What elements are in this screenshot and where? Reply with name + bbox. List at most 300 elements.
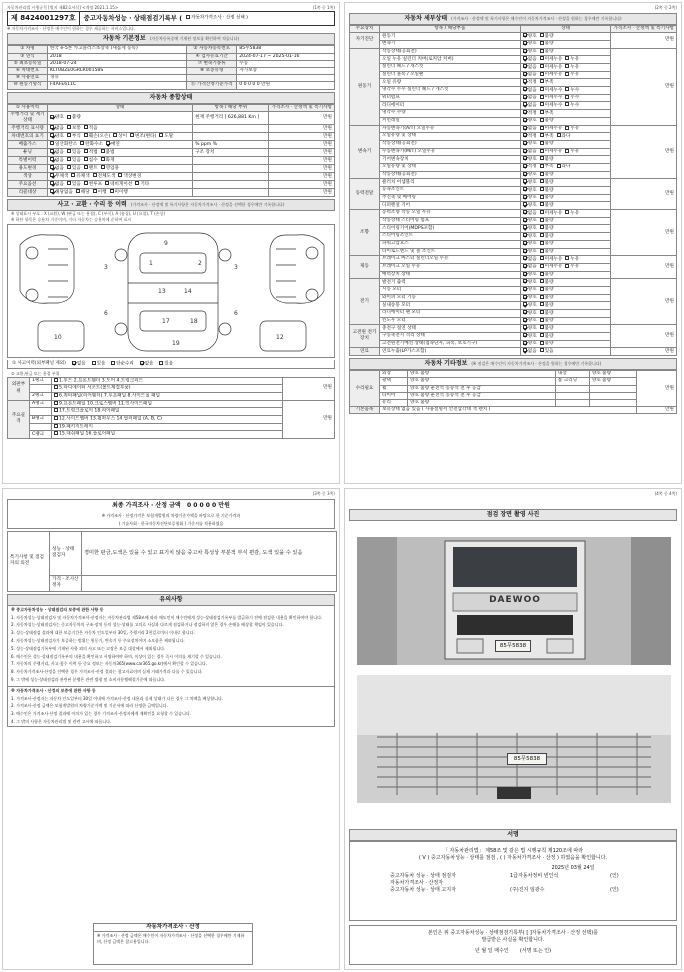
checkbox-icon[interactable] xyxy=(540,318,544,322)
caution-heading: 유의사항 xyxy=(8,595,334,606)
detail-group-label: 조향 xyxy=(350,210,380,256)
checkbox-icon[interactable] xyxy=(540,325,544,329)
detail-status-option xyxy=(523,349,537,354)
checkbox-icon[interactable] xyxy=(565,95,569,99)
detail-status xyxy=(520,263,611,271)
checkbox-icon[interactable] xyxy=(67,181,71,185)
detail-status-label: 불량 xyxy=(544,118,554,124)
detail-group-label: 자기진단 xyxy=(350,33,380,48)
title-option: 자동차가격조사 · 산정 선택 ) xyxy=(186,15,248,22)
exchange-items xyxy=(52,392,283,400)
status-option xyxy=(105,182,132,187)
checkbox-icon[interactable] xyxy=(540,264,544,268)
detail-row xyxy=(350,348,677,356)
detail-status-label: 불량 xyxy=(544,318,554,324)
doc-number: 제 8424001297호 xyxy=(8,12,80,25)
checkbox-icon[interactable] xyxy=(523,241,527,245)
legend-item xyxy=(72,361,86,368)
checkbox-icon[interactable] xyxy=(540,95,544,99)
detail-status-option xyxy=(540,326,554,331)
checkbox-icon[interactable] xyxy=(565,102,569,106)
checkbox-icon[interactable] xyxy=(84,165,88,169)
detail-group-label: 제동 xyxy=(350,256,380,279)
checkbox-icon[interactable] xyxy=(67,133,71,137)
checkbox-icon[interactable] xyxy=(67,149,71,153)
checkbox-icon[interactable] xyxy=(523,256,527,260)
status-option xyxy=(101,150,115,155)
checkbox-icon[interactable] xyxy=(50,141,54,145)
checkbox-icon[interactable] xyxy=(540,102,544,106)
status-option-label: 이행 xyxy=(97,189,107,195)
detail-status-label: 미세누유 xyxy=(544,149,563,155)
exchange-table xyxy=(7,377,335,440)
checkbox-icon[interactable] xyxy=(540,79,544,83)
detail-status-label: 양호 xyxy=(527,302,537,308)
checkbox-icon[interactable] xyxy=(67,125,71,129)
checkbox-icon[interactable] xyxy=(540,295,544,299)
status-row xyxy=(8,149,335,157)
checkbox-icon[interactable] xyxy=(523,102,527,106)
checkbox-icon[interactable] xyxy=(50,173,54,177)
status-option xyxy=(50,174,68,179)
detail-status-option xyxy=(565,103,579,108)
checkbox-icon[interactable] xyxy=(540,195,544,199)
checkbox-icon[interactable] xyxy=(565,87,569,91)
checkbox-icon[interactable] xyxy=(523,249,527,253)
checkbox-icon[interactable] xyxy=(540,49,544,53)
checkbox-icon[interactable] xyxy=(523,172,527,176)
detail-status-label: 누유 xyxy=(570,149,580,155)
detail-status-label: 불량 xyxy=(544,287,554,293)
detail-status-label: 양호 xyxy=(527,233,537,239)
exchange-items xyxy=(52,385,283,393)
checkbox-icon[interactable] xyxy=(72,361,76,365)
checkbox-icon[interactable] xyxy=(54,424,58,428)
detail-part: 연료누출(LP가스포함) xyxy=(380,348,521,356)
detail-part: 타이로드엔드 및 볼 조인트 xyxy=(380,248,521,256)
status-section xyxy=(7,92,335,198)
detail-part: 구동축전지 격리 상태 xyxy=(380,333,521,341)
checkbox-icon[interactable] xyxy=(523,133,527,137)
checkbox-icon[interactable] xyxy=(540,256,544,260)
detail-price: 만원 xyxy=(611,33,677,48)
checkbox-icon[interactable] xyxy=(523,64,527,68)
checkbox-icon[interactable] xyxy=(540,218,544,222)
checkbox-icon[interactable] xyxy=(523,279,527,283)
checkbox-icon[interactable] xyxy=(540,72,544,76)
detail-status-option xyxy=(523,264,537,269)
legend-label: 없음 xyxy=(76,361,86,367)
detail-status-label: 양호 xyxy=(527,218,537,224)
detail-status-option xyxy=(565,211,579,216)
detail-status-label: 양호 xyxy=(527,325,537,331)
checkbox-icon[interactable] xyxy=(540,172,544,176)
detail-part: 와이퍼 모터 기능 xyxy=(380,294,521,302)
checkbox-icon[interactable] xyxy=(523,287,527,291)
detail-status-label: 미세누유 xyxy=(544,72,563,78)
checkbox-icon[interactable] xyxy=(540,141,544,145)
status-option-label: 있음 xyxy=(71,181,81,187)
checkbox-icon[interactable] xyxy=(523,302,527,306)
checkbox-icon[interactable] xyxy=(540,341,544,345)
checkbox-icon[interactable] xyxy=(54,393,58,397)
detail-status-option xyxy=(523,303,537,308)
checkbox-icon[interactable] xyxy=(523,164,527,168)
checkbox-icon[interactable] xyxy=(565,64,569,68)
checkbox-icon[interactable] xyxy=(523,218,527,222)
checkbox-icon[interactable] xyxy=(523,341,527,345)
checkbox-icon[interactable] xyxy=(540,241,544,245)
checkbox-icon[interactable] xyxy=(135,181,139,185)
checkbox-icon[interactable] xyxy=(565,56,569,60)
page-4 xyxy=(344,488,682,970)
checkbox-icon[interactable] xyxy=(523,202,527,206)
checkbox-icon[interactable] xyxy=(565,264,569,268)
checkbox-icon[interactable] xyxy=(523,318,527,322)
checkbox-icon[interactable] xyxy=(540,64,544,68)
checkbox-icon[interactable] xyxy=(540,279,544,283)
basic-value: 85무5838 xyxy=(237,46,335,53)
svg-text:12: 12 xyxy=(276,334,284,342)
checkbox-icon[interactable] xyxy=(76,189,80,193)
checkbox-icon[interactable] xyxy=(523,72,527,76)
checkbox-icon[interactable] xyxy=(523,325,527,329)
detail-status-label: 불량 xyxy=(544,295,554,301)
checkbox-icon[interactable] xyxy=(540,33,544,37)
detail-part: 시동 모터 xyxy=(380,286,521,294)
rear-photo xyxy=(357,675,671,803)
checkbox-icon[interactable] xyxy=(523,126,527,130)
exchange-items xyxy=(52,431,283,439)
checkbox-icon[interactable] xyxy=(523,149,527,153)
checkbox-icon[interactable] xyxy=(540,156,544,160)
checkbox-icon[interactable] xyxy=(130,133,134,137)
detail-status-label: 양호 xyxy=(527,287,537,293)
checkbox-icon[interactable] xyxy=(84,125,88,129)
detail-part: 배력장치 상태 xyxy=(380,271,521,279)
detail-group-label: 고전원 전기장치 xyxy=(350,325,380,348)
checkbox-icon[interactable] xyxy=(101,165,105,169)
detail-status-option xyxy=(523,149,537,154)
status-option xyxy=(67,166,81,171)
status-table xyxy=(7,104,335,198)
detail-column-header: 주요장치 xyxy=(350,26,380,33)
detail-status-label: 불량 xyxy=(544,41,554,47)
basic-key: ③ 연식 xyxy=(8,53,48,60)
detail-status-option xyxy=(523,326,537,331)
repair-item-2: 내장 xyxy=(555,371,589,378)
checkbox-icon[interactable] xyxy=(540,133,544,137)
checkbox-icon[interactable] xyxy=(540,287,544,291)
checkbox-icon[interactable] xyxy=(540,126,544,130)
basic-info-heading: 자동차 기본정보 xyxy=(102,35,146,43)
doc-title: 중고자동차성능 · 상태점검기록부 ( xyxy=(83,14,183,23)
checkbox-icon[interactable] xyxy=(523,87,527,91)
signer-role: 중고자동차 성능 · 상태 고지자 xyxy=(390,886,456,893)
checkbox-icon[interactable] xyxy=(50,133,54,137)
signer-role: 자동차가격조사 · 산정자 xyxy=(390,880,444,886)
checkbox-icon[interactable] xyxy=(50,181,54,185)
status-option-label: 침수 xyxy=(88,157,98,163)
detail-status-label: 양호 xyxy=(527,249,537,255)
checkbox-icon[interactable] xyxy=(565,210,569,214)
checkbox-icon[interactable] xyxy=(101,149,105,153)
checkbox-icon[interactable] xyxy=(540,179,544,183)
repair-item-2: 룸 크리닝 xyxy=(555,378,589,385)
checkbox-icon[interactable] xyxy=(523,348,527,352)
detail-part: 실린더 블록 / 오일팬 xyxy=(380,71,521,79)
checkbox-icon[interactable] xyxy=(523,333,527,337)
repair-status-2 xyxy=(589,385,636,392)
checkbox-icon[interactable] xyxy=(523,95,527,99)
checkbox-icon[interactable] xyxy=(523,49,527,53)
detail-status xyxy=(520,102,611,110)
checkbox-icon[interactable] xyxy=(84,149,88,153)
checkbox-icon[interactable] xyxy=(557,133,561,137)
checkbox-icon[interactable] xyxy=(540,225,544,229)
checkbox-icon[interactable] xyxy=(540,210,544,214)
repair-status-2 xyxy=(589,392,636,399)
signer-row xyxy=(390,887,676,894)
checkbox-icon[interactable] xyxy=(540,56,544,60)
detail-status-option xyxy=(540,103,563,108)
basic-key: ⑦ 변속기종류 xyxy=(187,60,237,67)
basic-value: 0 0 0 0 0 만원 xyxy=(237,82,335,89)
checkbox-icon[interactable] xyxy=(140,361,144,365)
detail-status xyxy=(520,256,611,264)
checkbox-icon[interactable] xyxy=(50,189,54,193)
checkbox-icon[interactable] xyxy=(92,361,96,365)
status-price: 만원 xyxy=(269,141,335,149)
checkbox-icon[interactable] xyxy=(113,133,117,137)
checkbox-icon[interactable] xyxy=(159,133,163,137)
checkbox-icon[interactable] xyxy=(523,33,527,37)
status-options xyxy=(48,189,193,197)
checkbox-icon[interactable] xyxy=(54,378,58,382)
detail-status-label: 없음 xyxy=(527,87,537,93)
checkbox-icon[interactable] xyxy=(523,156,527,160)
confirm-sign[interactable]: (서명 또는 인) xyxy=(519,947,552,954)
checkbox-icon[interactable] xyxy=(540,41,544,45)
checkbox-icon[interactable] xyxy=(111,361,115,365)
sub-note: ※ 자동차가격조사 · 산정은 매수인이 원하는 경우 제공하는 서비스입니다. xyxy=(7,26,136,31)
special-sub-2: 가격 · 조사산정자 xyxy=(50,575,82,591)
detail-status xyxy=(520,33,611,41)
detail-part: 작동상태(공회전) xyxy=(380,140,521,148)
detail-status-label: 양호 xyxy=(527,241,537,247)
caution-item: 1. 가격조사·산정자는 자동차 인도일부터 30일 이내에 가격조사·산정 내용과 실제 상태가 다른 경우 그 차액을 배상합니다. xyxy=(11,695,224,701)
checkbox-icon[interactable] xyxy=(540,233,544,237)
checkbox-icon[interactable] xyxy=(93,189,97,193)
detail-row xyxy=(350,179,677,187)
detail-price: 만원 xyxy=(611,48,677,125)
detail-status-option xyxy=(540,264,563,269)
checkbox-icon[interactable] xyxy=(565,126,569,130)
checkbox-icon[interactable] xyxy=(50,157,54,161)
checkbox-icon[interactable] xyxy=(523,210,527,214)
caution-item: 9. 그 밖에 성능·상태점검과 관련된 분쟁은 관련 법령 및 소비자분쟁해결기준에 따릅니다. xyxy=(11,676,166,682)
checkbox-icon[interactable] xyxy=(540,310,544,314)
checkbox-icon[interactable] xyxy=(110,189,114,193)
checkbox-icon[interactable] xyxy=(54,431,58,435)
basic-key xyxy=(187,75,237,82)
checkbox-icon[interactable] xyxy=(84,157,88,161)
checkbox-icon[interactable] xyxy=(540,348,544,352)
detail-status-label: 양호 xyxy=(527,49,537,55)
checkbox-icon[interactable] xyxy=(101,157,105,161)
checkbox-icon[interactable] xyxy=(50,149,54,153)
checkbox-icon[interactable] xyxy=(540,149,544,153)
price-box-heading: 자동차가격조사 · 산정 xyxy=(94,924,252,932)
repair-price: 만원 xyxy=(637,371,677,407)
checkbox-icon[interactable] xyxy=(105,181,109,185)
status-price: 만원 xyxy=(269,157,335,165)
detail-part: 발전기 출력 xyxy=(380,279,521,287)
checkbox-icon[interactable] xyxy=(67,165,71,169)
checkbox-icon[interactable] xyxy=(523,272,527,276)
signer-mark[interactable]: (인) xyxy=(610,873,619,880)
checkbox-icon[interactable] xyxy=(540,302,544,306)
checkbox-icon[interactable] xyxy=(540,118,544,122)
detail-status-option xyxy=(540,249,554,254)
checkbox-icon[interactable] xyxy=(159,361,163,365)
exchange-group-label: 외판부위 xyxy=(8,377,30,400)
detail-part: 파워고압호스 xyxy=(380,240,521,248)
detail-status-option xyxy=(565,95,579,100)
page-2 xyxy=(344,2,682,484)
exchange-rank: A랭크 xyxy=(30,400,52,408)
detail-status xyxy=(520,56,611,64)
checkbox-icon[interactable] xyxy=(80,141,84,145)
checkbox-icon[interactable] xyxy=(565,256,569,260)
detail-part: 오일유량 및 상태 xyxy=(380,163,521,171)
checkbox-icon[interactable] xyxy=(54,408,58,412)
detail-status-option xyxy=(523,118,537,123)
final-price-box xyxy=(7,499,335,529)
detail-row xyxy=(350,48,677,56)
detail-status-option xyxy=(540,149,563,154)
detail-status xyxy=(520,187,611,195)
checkbox-icon[interactable] xyxy=(118,173,122,177)
signer-mark[interactable]: (인) xyxy=(610,886,619,893)
caution-list xyxy=(8,614,334,684)
checkbox-icon[interactable] xyxy=(523,225,527,229)
checkbox-icon[interactable] xyxy=(540,187,544,191)
checkbox-icon[interactable] xyxy=(523,79,527,83)
checkbox-icon[interactable] xyxy=(523,118,527,122)
checkbox-icon[interactable] xyxy=(540,272,544,276)
detail-group-label: 동력전달 xyxy=(350,179,380,210)
basic-key: ⑥ 차대번호 xyxy=(8,68,48,75)
checkbox-icon[interactable] xyxy=(523,195,527,199)
checkbox-icon[interactable] xyxy=(523,41,527,45)
detail-status xyxy=(520,202,611,210)
status-option-label: 부식 xyxy=(71,133,81,139)
checkbox-icon[interactable] xyxy=(523,295,527,299)
exchange-items-label: 6.쿼터패널(리어휀더) 7.루프패널 8.사이드실 패널 xyxy=(59,393,160,399)
checkbox-icon[interactable] xyxy=(523,141,527,145)
checkbox-icon[interactable] xyxy=(186,15,190,19)
checkbox-icon[interactable] xyxy=(54,385,58,389)
checkbox-icon[interactable] xyxy=(565,72,569,76)
checkbox-icon[interactable] xyxy=(523,264,527,268)
checkbox-icon[interactable] xyxy=(523,233,527,237)
checkbox-icon[interactable] xyxy=(540,333,544,337)
checkbox-icon[interactable] xyxy=(67,115,71,119)
status-price: 만원 xyxy=(269,149,335,157)
checkbox-icon[interactable] xyxy=(54,416,58,420)
status-heading: 자동차 종합상태 xyxy=(7,92,335,104)
detail-status-option xyxy=(565,257,579,262)
exchange-items-label: 15.대쉬패널 16.플로어패널 xyxy=(59,431,116,437)
checkbox-icon[interactable] xyxy=(557,164,561,168)
detail-part: 클러치 어셈블리 xyxy=(380,179,521,187)
caution-sub: ※ 중고자동차성능 · 상태점검의 보증에 관한 사항 등 xyxy=(11,606,104,612)
detail-status-option xyxy=(540,257,563,262)
signer-list xyxy=(350,873,676,893)
detail-status-label: 양호 xyxy=(527,341,537,347)
status-option-label: 변조(변타) xyxy=(135,133,157,139)
detail-status-option xyxy=(523,134,537,139)
checkbox-icon[interactable] xyxy=(523,187,527,191)
checkbox-icon[interactable] xyxy=(84,133,88,137)
checkbox-icon[interactable] xyxy=(50,165,54,169)
basic-items-label: 기본품목 xyxy=(350,407,380,414)
checkbox-icon[interactable] xyxy=(84,181,88,185)
checkbox-icon[interactable] xyxy=(523,56,527,60)
svg-text:3: 3 xyxy=(104,264,108,272)
checkbox-icon[interactable] xyxy=(540,87,544,91)
checkbox-icon[interactable] xyxy=(106,141,110,145)
brand-label: DAEWOO xyxy=(489,595,541,605)
svg-text:10: 10 xyxy=(54,334,62,342)
detail-status-option xyxy=(540,226,554,231)
detail-status xyxy=(520,217,611,225)
status-price: 만원 xyxy=(269,189,335,197)
checkbox-icon[interactable] xyxy=(565,149,569,153)
checkbox-icon[interactable] xyxy=(523,310,527,314)
status-price: 만원 xyxy=(269,181,335,189)
detail-status-label: 없음 xyxy=(527,149,537,155)
checkbox-icon[interactable] xyxy=(50,115,54,119)
checkbox-icon[interactable] xyxy=(540,110,544,114)
signer-name: 1급자동차정비 빈인석 xyxy=(510,873,559,880)
checkbox-icon[interactable] xyxy=(540,202,544,206)
status-row xyxy=(8,173,335,181)
checkbox-icon[interactable] xyxy=(67,157,71,161)
status-column-header: 상태 xyxy=(48,104,193,111)
detail-status xyxy=(520,87,611,95)
basic-info-row xyxy=(8,60,335,67)
detail-part: 브레이크 마스터 실린더오일 누유 xyxy=(380,256,521,264)
checkbox-icon[interactable] xyxy=(540,164,544,168)
checkbox-icon[interactable] xyxy=(71,173,75,177)
detail-status xyxy=(520,225,611,233)
caution-item: 6. 매수인은 성능·상태점검기록부의 내용을 확인하고 서명하여야 하며, 이상이 있는 경우 즉시 이의를 제기할 수 있습니다. xyxy=(11,653,222,659)
checkbox-icon[interactable] xyxy=(540,249,544,253)
status-option-label: 적법 xyxy=(88,149,98,155)
checkbox-icon[interactable] xyxy=(54,401,58,405)
caution-item: 3. 매수인은 가격조사·산정 결과에 이의가 있는 경우 가격조사·산정자에게 재확인을 요청할 수 있습니다. xyxy=(11,711,192,717)
detail-status-label: 미세누유 xyxy=(544,126,563,132)
detail-status-label: 누유 xyxy=(570,126,580,132)
checkbox-icon[interactable] xyxy=(523,179,527,183)
checkbox-icon[interactable] xyxy=(523,110,527,114)
checkbox-icon[interactable] xyxy=(50,125,54,129)
sign-date: 2025년 03월 24일 xyxy=(551,864,595,871)
checkbox-icon[interactable] xyxy=(93,173,97,177)
price-note-2: ( 기술사회 · 한국자동차진단보증협회 ) 기준서를 적용하였음 xyxy=(118,520,224,526)
